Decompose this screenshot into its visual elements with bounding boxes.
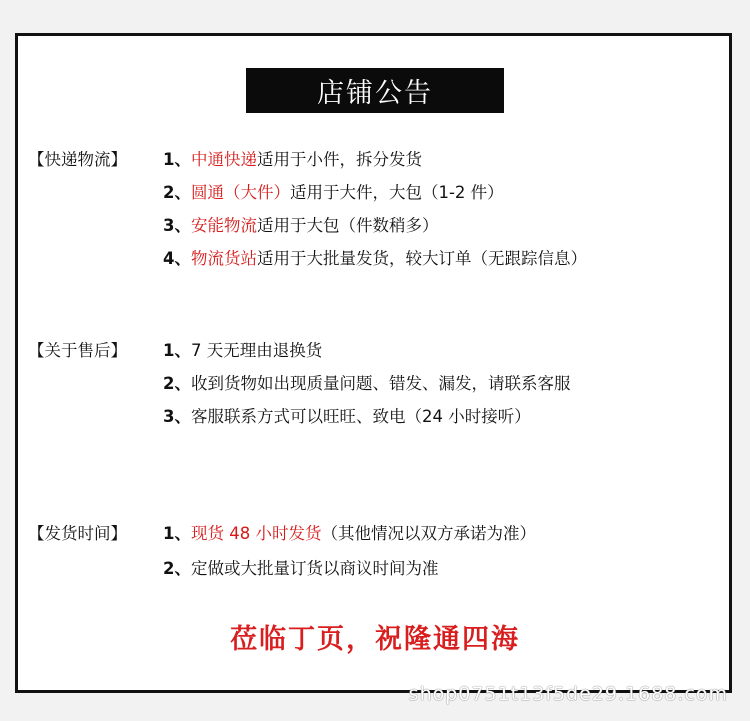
slogan: 莅临丁页，祝隆通四海 — [230, 624, 520, 655]
item-text: 适用于大批量发货，较大订单（无跟踪信息） — [256, 249, 587, 268]
shipping-item-1 — [163, 146, 422, 170]
item-highlight: 圆通（大件） — [190, 183, 290, 202]
section-label-after-sales: 【关于售后】 — [28, 341, 127, 360]
shipping-item-3 — [163, 212, 438, 236]
delivery-item-1 — [163, 520, 536, 544]
section-label-delivery-time: 【发货时间】 — [28, 524, 127, 543]
after-sales-item-1 — [163, 337, 322, 361]
item-highlight: 中通快递 — [190, 150, 257, 169]
item-text: 客服联系方式可以旺旺、致电（24 小时接听） — [190, 407, 531, 426]
item-number: 2、 — [163, 374, 191, 393]
after-sales-item-3 — [163, 403, 531, 427]
delivery-item-2 — [163, 555, 438, 579]
after-sales-item-2 — [163, 370, 570, 394]
item-text: 适用于大件，大包（1-2 件） — [289, 183, 504, 202]
notice-frame — [15, 33, 732, 693]
item-number: 2、 — [163, 183, 191, 202]
shop-url-watermark: shop0751t13f5de29.1688.com — [408, 683, 728, 705]
item-text: 适用于大包（件数稍多） — [256, 216, 439, 235]
shipping-item-2 — [163, 179, 504, 203]
item-highlight: 现货 48 小时发货 — [190, 524, 322, 543]
notice-title — [246, 68, 504, 113]
item-text: （其他情况以双方承诺为准） — [321, 524, 536, 543]
item-number: 1、 — [163, 524, 191, 543]
item-highlight: 物流货站 — [190, 249, 257, 268]
item-number: 3、 — [163, 407, 191, 426]
item-number: 3、 — [163, 216, 191, 235]
item-text: 收到货物如出现质量问题、错发、漏发，请联系客服 — [190, 374, 571, 393]
item-text: 定做或大批量订货以商议时间为准 — [190, 559, 439, 578]
section-label-shipping: 【快递物流】 — [28, 150, 127, 169]
item-text: 适用于小件，拆分发货 — [256, 150, 422, 169]
notice-title-text: 店铺公告 — [317, 78, 433, 109]
shipping-item-4 — [163, 245, 587, 269]
item-number: 1、 — [163, 150, 191, 169]
item-number: 1、 — [163, 341, 191, 360]
item-text: 7 天无理由退换货 — [190, 341, 323, 360]
item-number: 2、 — [163, 559, 191, 578]
item-highlight: 安能物流 — [190, 216, 257, 235]
item-number: 4、 — [163, 249, 191, 268]
